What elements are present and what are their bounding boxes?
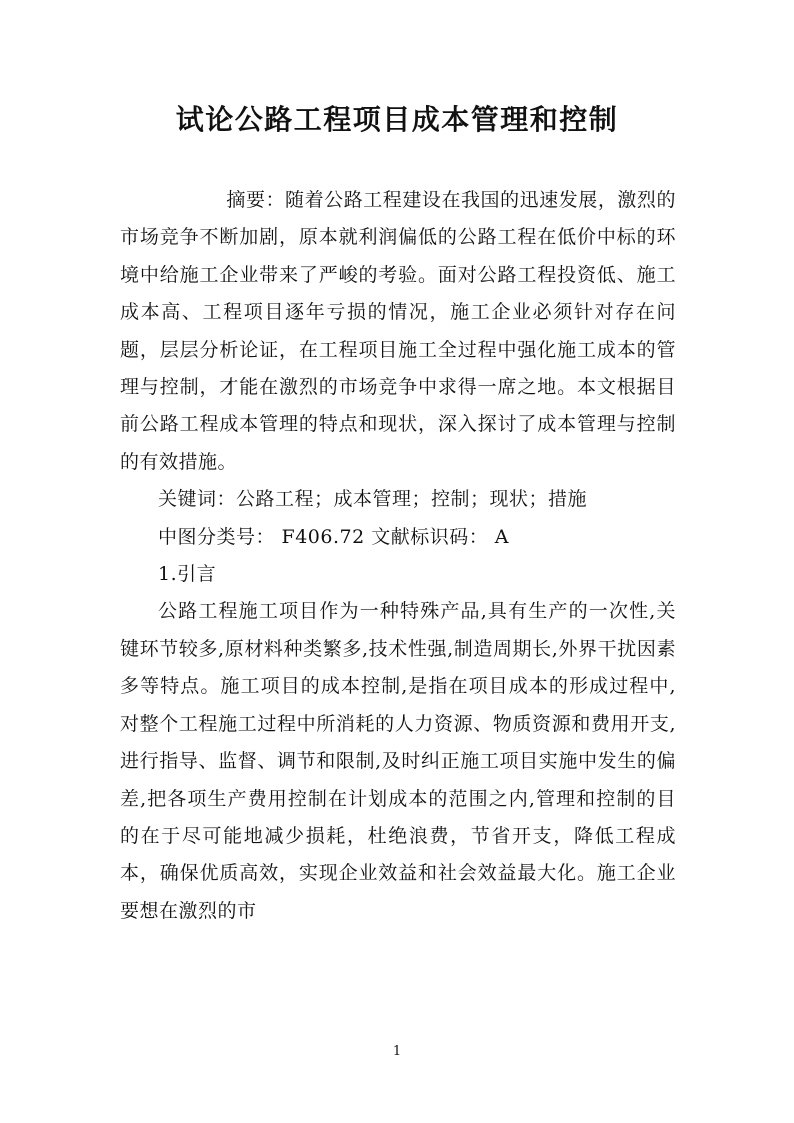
body-paragraph: 公路工程施工项目作为一种特殊产品,具有生产的一次性,关键环节较多,原材料种类繁多,技术性强,制造周期长,外界干扰因素多等特点。施工项目的成本控制,是指在项目成本的形成过程中,对整个工程施工过程中所消耗的人力资源、物质资源和费用开支,进行指导、监督、调节和限制,及时纠正施工项目实施中发生的偏差,把各项生产费用控制在计划成本的范围之内,管理和控制的目的在于尽可能地减少损耗，杜绝浪费，节省开支，降低工程成本，确保优质高效，实现企业效益和社会效益最大化。施工企业要想在激烈的市 (120, 600, 676, 922)
page-number: 1 (392, 1044, 402, 1059)
document-body (120, 182, 676, 930)
page-title: 试论公路工程项目成本管理和控制 (175, 103, 619, 136)
abstract-paragraph: 摘要：随着公路工程建设在我国的迅速发展，激烈的市场竞争不断加剧，原本就利润偏低的公路工程在低价中标的环境中给施工企业带来了严峻的考验。面对公路工程投资低、施工成本高、工程项目逐年亏损的情况，施工企业必须针对存在问题，层层分析论证，在工程项目施工全过程中强化施工成本的管理与控制，才能在激烈的市场竞争中求得一席之地。本文根据目前公路工程成本管理的特点和现状，深入探讨了成本管理与控制的有效措施。 (120, 189, 676, 473)
classification-line: 中图分类号： F406.72 文献标识码： A (158, 525, 510, 548)
keywords-line: 关键词：公路工程；成本管理；控制；现状；措施 (158, 488, 588, 511)
section-heading: 1.引言 (158, 563, 217, 586)
